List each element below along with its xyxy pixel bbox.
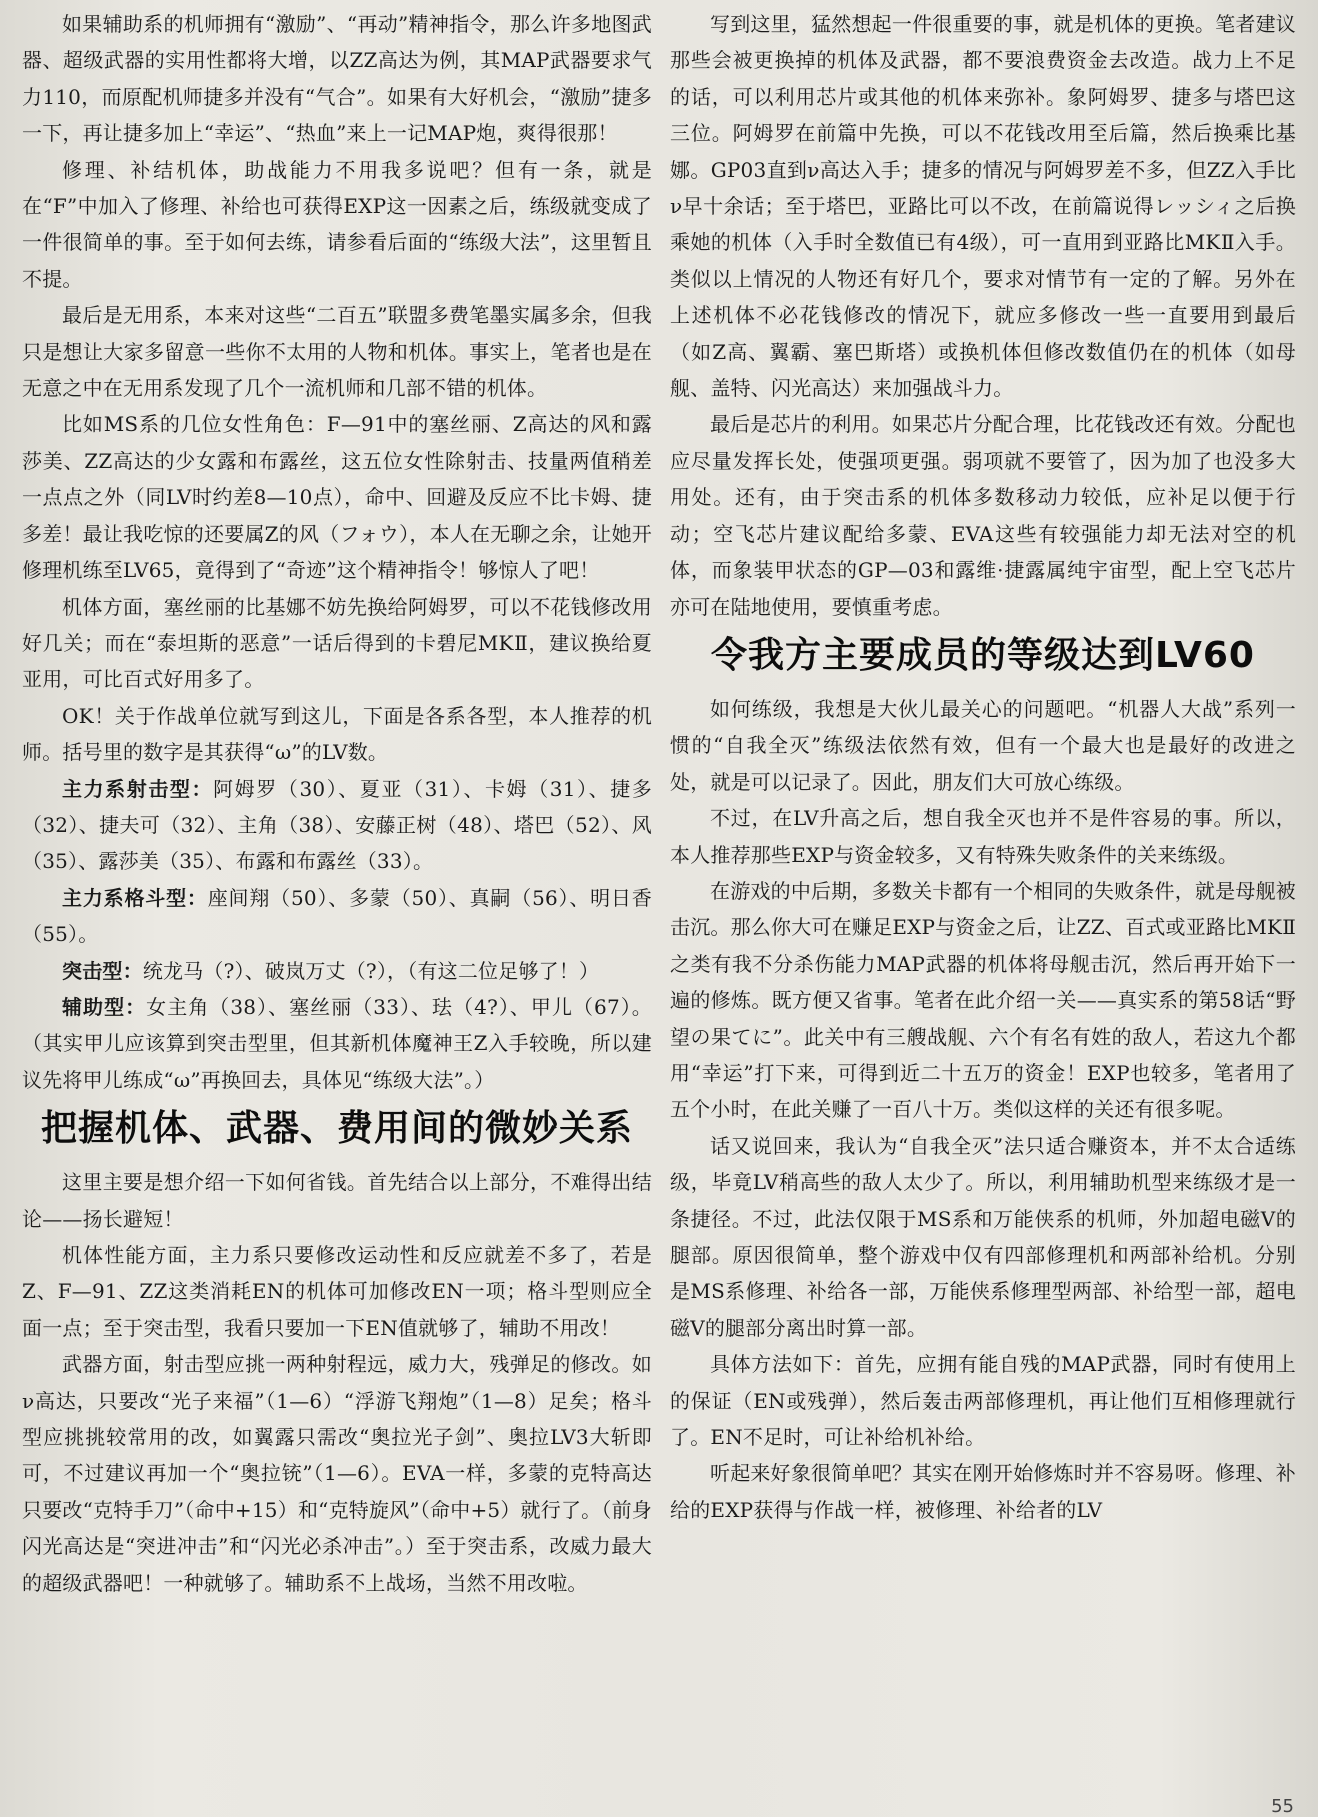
left-column (22, 6, 652, 1806)
paragraph: 话又说回来，我认为“自我全灭”法只适合赚资本，并不太合适练级，毕竟LV稍高些的敌人太少了。所以，利用辅助机型来练级才是一条捷径。不过，此法仅限于MS系和万能侠系的机师，外加超电磁V的腿部。原因很简单，整个游戏中仅有四部修理机和两部补给机。分别是MS系修理、补给各一部，万能侠系修理型两部、补给型一部，超电磁V的腿部分离出时算一部。 (670, 1133, 1296, 1340)
paragraph: 具体方法如下：首先，应拥有能自残的MAP武器，同时有使用上的保证（EN或残弹），然后轰击两部修理机，再让他们互相修理就行了。EN不足时，可让补给机补给。 (670, 1352, 1296, 1450)
pilot-list-support (22, 989, 652, 1098)
list-lead: 突击型： (62, 958, 143, 983)
list-body: 阿姆罗（30）、夏亚（31）、卡姆（31）、捷多（32）、捷夫可（32）、主角（38）、安藤正树（48）、塔巴（52）、风（35）、露莎美（35）、布露和布露丝（33）。 (22, 776, 652, 874)
paragraph: 机体性能方面，主力系只要修改运动性和反应就差不多了，若是Z、F—91、ZZ这类消耗EN的机体可加修改EN一项；格斗型则应全面一点；至于突击型，我看只要加一下EN值就够了，辅助不用改！ (22, 1243, 652, 1340)
paragraph: 修理、补结机体，助战能力不用我多说吧？但有一条，就是在“F”中加入了修理、补给也可获得EXP这一因素之后，练级就变成了一件很简单的事。至于如何去练，请参看后面的“练级大法”，这里暂且不提。 (22, 157, 652, 291)
right-column (670, 6, 1296, 1806)
paragraph: OK！关于作战单位就写到这儿，下面是各系各型，本人推荐的机师。括号里的数字是其获得“ω”的LV数。 (22, 703, 652, 765)
list-body: 女主角（38）、塞丝丽（33）、珐（4?）、甲儿（67）。（其实甲儿应该算到突击型里，但其新机体魔神王Z入手较晚，所以建议先将甲儿练成“ω”再换回去，具体见“练级大法”。） (22, 994, 652, 1092)
list-lead: 主力系射击型： (62, 776, 214, 801)
list-lead: 辅助型： (62, 994, 147, 1019)
paragraph: 听起来好象很简单吧？其实在刚开始修炼时并不容易呀。修理、补给的EXP获得与作战一样，被修理、补给者的LV (670, 1461, 1296, 1522)
paragraph: 机体方面，塞丝丽的比基娜不妨先换给阿姆罗，可以不花钱修改用好几关；而在“泰坦斯的恶意”一话后得到的卡碧尼MKⅡ，建议换给夏亚用，可比百式好用多了。 (22, 594, 652, 692)
paragraph: 武器方面，射击型应挑一两种射程远，威力大，残弹足的修改。如ν高达，只要改“光子来福”（1—6）“浮游飞翔炮”（1—8）足矣；格斗型应挑挑较常用的改，如翼露只需改“奥拉光子剑”、奥拉LV3大斩即可，不过建议再加一个“奥拉铳”（1—6）。EVA一样，多蒙的克特高达只要改“克特手刀”（命中+15）和“克特旋风”（命中+5）就行了。（前身闪光高达是“突进冲击”和“闪光必杀冲击”。）至于突击系，改威力最大的超级武器吧！一种就够了。辅助系不上战场，当然不用改啦。 (22, 1352, 652, 1595)
paragraph: 不过，在LV升高之后，想自我全灭也并不是件容易的事。所以，本人推荐那些EXP与资金较多，又有特殊失败条件的关来练级。 (670, 806, 1296, 867)
pilot-list-shooting (22, 771, 652, 880)
section-heading: 令我方主要成员的等级达到LV60 (711, 634, 1255, 676)
pilot-list-melee (22, 880, 652, 953)
paragraph: 最后是无用系，本来对这些“二百五”联盟多费笔墨实属多余，但我只是想让大家多留意一些你不太用的人物和机体。事实上，笔者也是在无意之中在无用系发现了几个一流机师和几部不错的机体。 (22, 303, 652, 401)
paragraph: 如何练级，我想是大伙儿最关心的问题吧。“机器人大战”系列一惯的“自我全灭”练级法依然有效，但有一个最大也是最好的改进之处，就是可以记录了。因此，朋友们大可放心练级。 (670, 696, 1296, 794)
paragraph: 比如MS系的几位女性角色：F—91中的塞丝丽、Z高达的风和露莎美、ZZ高达的少女露和布露丝，这五位女性除射击、技量两值稍差一点点之外（同LV时约差8—10点），命中、回避及反应不比卡姆、捷多差！最让我吃惊的还要属Z的风（フォウ），本人在无聊之余，让她开修理机练至LV65，竟得到了“奇迹”这个精神指令！够惊人了吧！ (22, 412, 652, 583)
list-lead: 主力系格斗型： (62, 885, 208, 910)
paragraph: 这里主要是想介绍一下如何省钱。首先结合以上部分，不难得出结论——扬长避短！ (22, 1170, 652, 1231)
page-number: 55 (1271, 1796, 1294, 1817)
paragraph: 在游戏的中后期，多数关卡都有一个相同的失败条件，就是母舰被击沉。那么你大可在赚足EXP与资金之后，让ZZ、百式或亚路比MKⅡ之类有我不分杀伤能力MAP武器的机体将母舰击沉，然后再开始下一遍的修炼。既方便又省事。笔者在此介绍一关——真实系的第58话“野望の果てに”。此关中有三艘战舰、六个有名有姓的敌人，若这九个都用“幸运”打下来，可得到近二十五万的资金！EXP也较多，笔者用了五个小时，在此关赚了一百八十万。类似这样的关还有很多呢。 (670, 878, 1296, 1122)
paragraph: 最后是芯片的利用。如果芯片分配合理，比花钱改还有效。分配也应尽量发挥长处，使强项更强。弱项就不要管了，因为加了也没多大用处。还有，由于突击系的机体多数移动力较低，应补足以便于行动；空飞芯片建议配给多蒙、EVA这些有较强能力却无法对空的机体，而象装甲状态的GP—03和露维·捷露属纯宇宙型，配上空飞芯片亦可在陆地使用，要慎重考虑。 (670, 412, 1296, 619)
section-heading: 把握机体、武器、费用间的微妙关系 (40, 1108, 633, 1150)
pilot-list-assault (22, 953, 652, 989)
paragraph: 写到这里，猛然想起一件很重要的事，就是机体的更换。笔者建议那些会被更换掉的机体及武器，都不要浪费资金去改造。战力上不足的话，可以利用芯片或其他的机体来弥补。象阿姆罗、捷多与塔巴这三位。阿姆罗在前篇中先换，可以不花钱改用至后篇，然后换乘比基娜。GP03直到ν高达入手；捷多的情况与阿姆罗差不多，但ZZ入手比ν早十余话；至于塔巴，亚路比可以不改，在前篇说得レッシィ之后换乘她的机体（入手时全数值已有4级），可一直用到亚路比MKⅡ入手。类似以上情况的人物还有好几个，要求对情节有一定的了解。另外在上述机体不必花钱修改的情况下，就应多修改一些一直要用到最后（如Z高、翼霸、塞巴斯塔）或换机体但修改数值仍在的机体（如母舰、盖特、闪光高达）来加强战斗力。 (670, 12, 1296, 401)
list-body: 座间翔（50）、多蒙（50）、真嗣（56）、明日香（55）。 (22, 885, 652, 947)
paragraph: 如果辅助系的机师拥有“激励”、“再动”精神指令，那么许多地图武器、超级武器的实用性都将大增，以ZZ高达为例，其MAP武器要求气力110，而原配机师捷多并没有“气合”。如果有大好机会，“激励”捷多一下，再让捷多加上“幸运”、“热血”来上一记MAP炮，爽得很那！ (22, 12, 652, 146)
list-body: 统龙马（?）、破岚万丈（?），（有这二位足够了！） (142, 958, 600, 983)
